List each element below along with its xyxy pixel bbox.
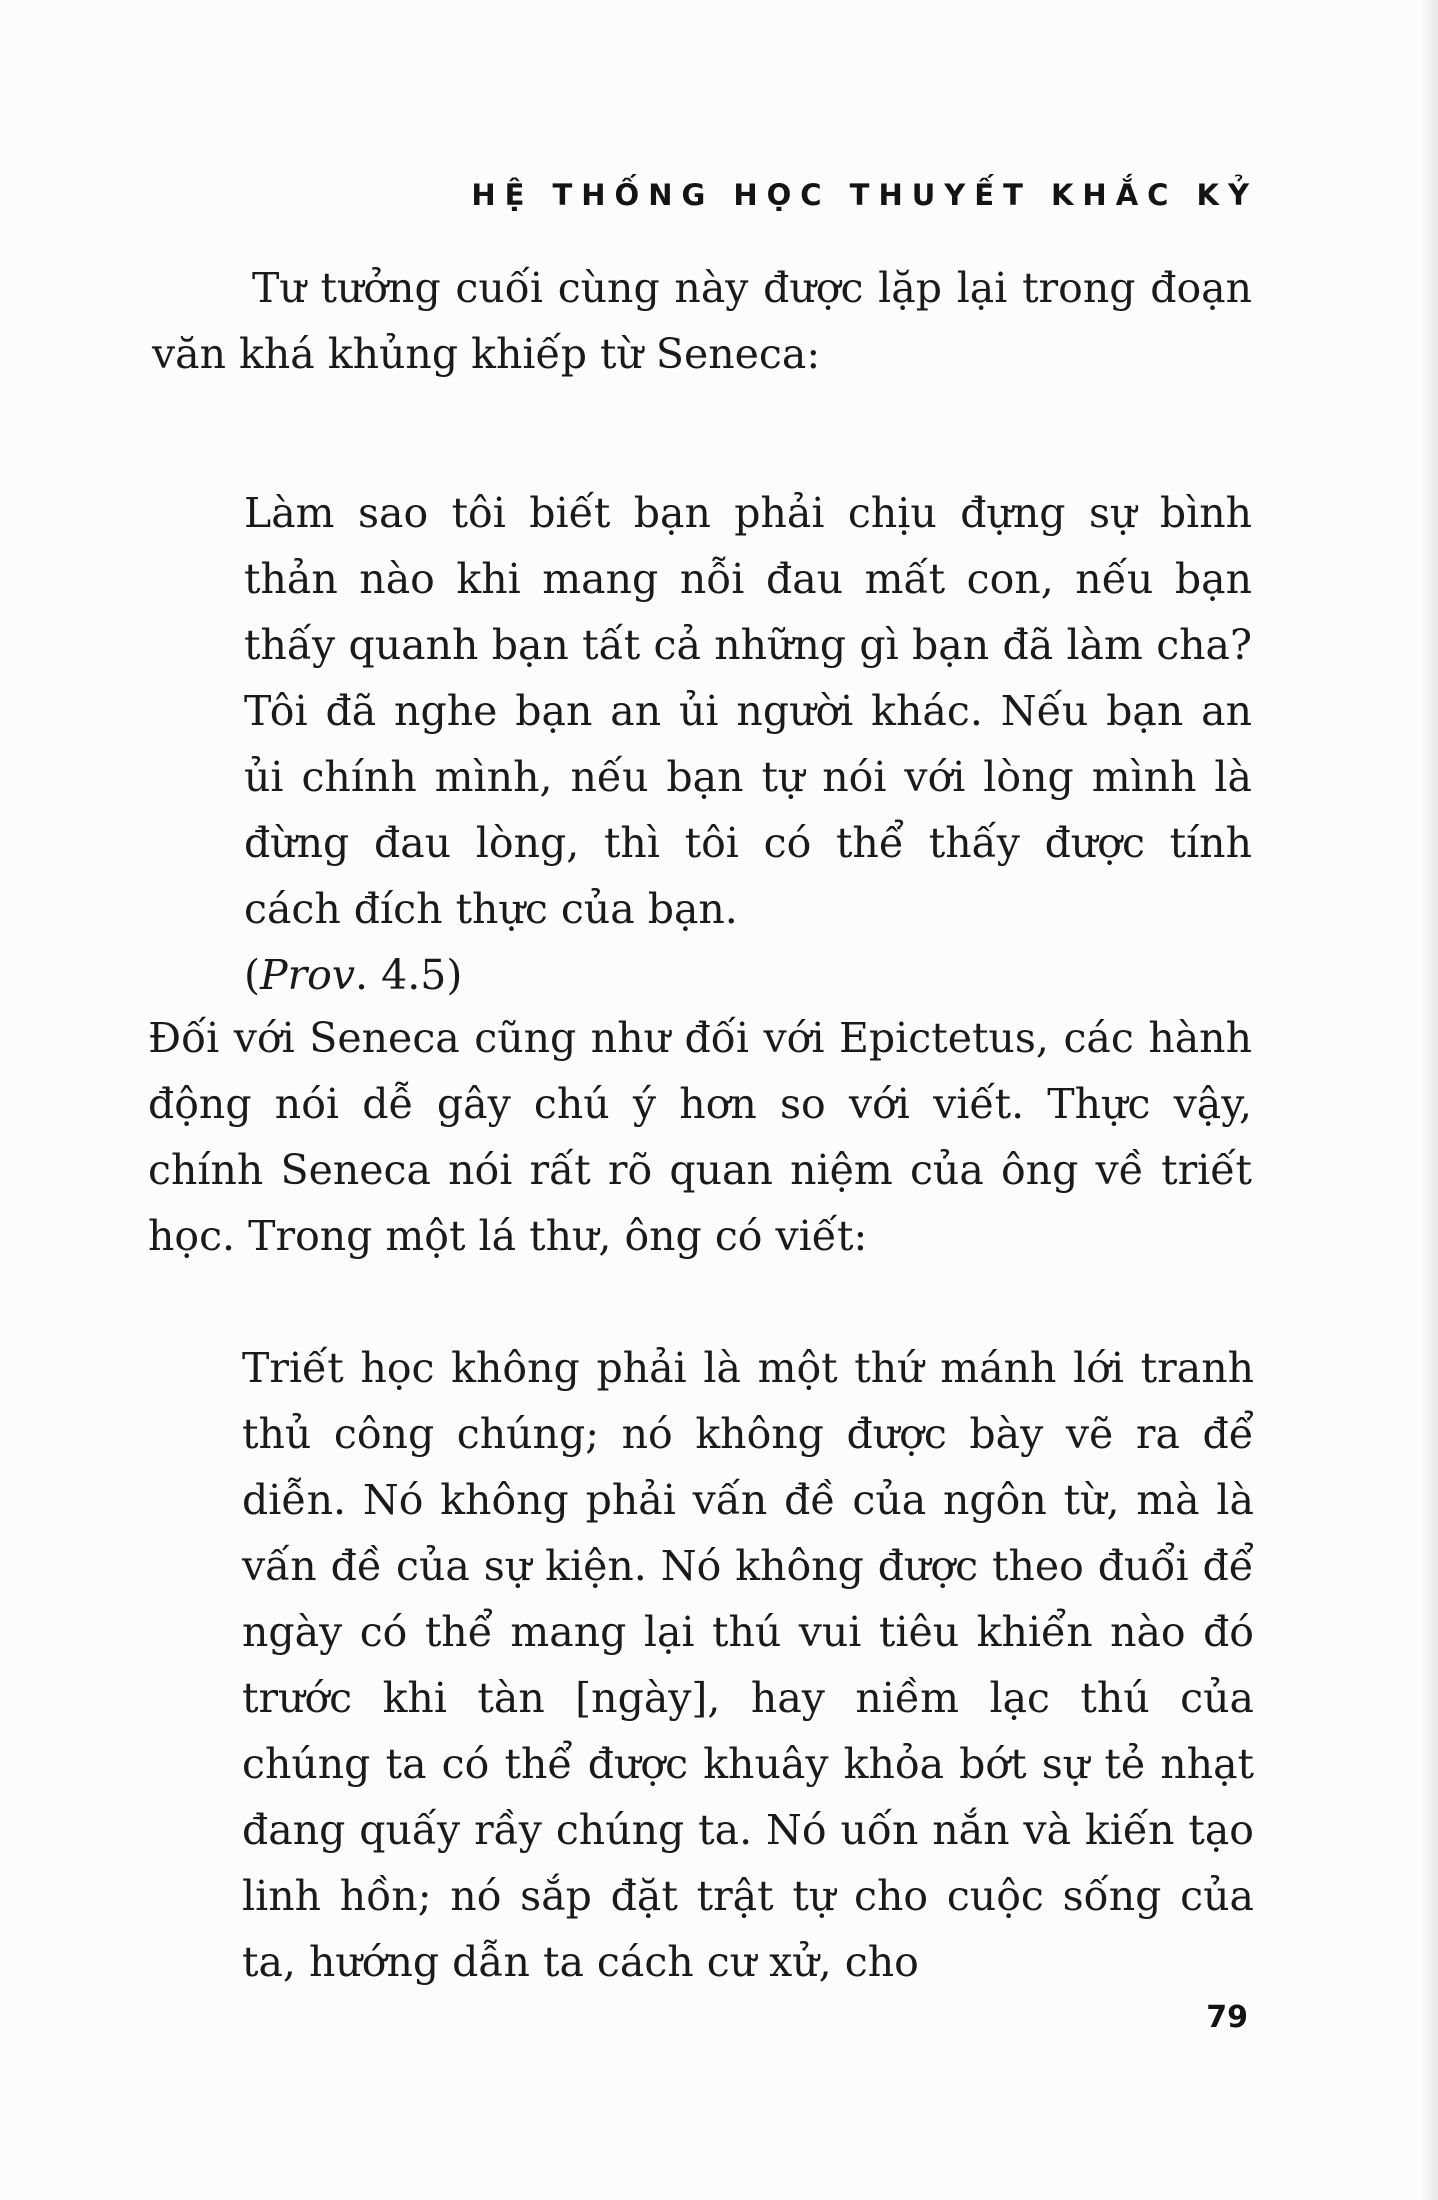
citation-open: ( — [244, 951, 260, 999]
running-header: HỆ THỐNG HỌC THUYẾT KHẮC KỶ — [471, 178, 1258, 212]
block-quote-1 — [244, 480, 1252, 1008]
body-paragraph-1: Tư tưởng cuối cùng này được lặp lại trong đoạn văn khá khủng khiếp từ Seneca: — [152, 264, 1252, 378]
citation-ref: . 4.5) — [355, 951, 463, 999]
page-edge-shadow — [1420, 0, 1438, 2200]
page-number: 79 — [1206, 2000, 1248, 2035]
citation-work: Prov — [260, 951, 356, 999]
body-paragraph-2: Đối với Seneca cũng như đối với Epictetus, các hành động nói dễ gây chú ý hơn so với viết. Thực vậy, chính Seneca nói rất rõ quan niệm của ông về triết học. Trong một lá thư, ông có viết: — [148, 1014, 1252, 1260]
block-quote-1-text: Làm sao tôi biết bạn phải chịu đựng sự bình thản nào khi mang nỗi đau mất con, nếu bạn thấy quanh bạn tất cả những gì bạn đã làm cha? Tôi đã nghe bạn an ủi người khác. Nếu bạn an ủi chính mình, nếu bạn tự nói với lòng mình là đừng đau lòng, thì tôi có thể thấy được tính cách đích thực của bạn. — [244, 489, 1252, 933]
block-quote-2: Triết học không phải là một thứ mánh lới tranh thủ công chúng; nó không được bày vẽ ra để diễn. Nó không phải vấn đề của ngôn từ, mà là vấn đề của sự kiện. Nó không được theo đuổi để ngày có thể mang lại thú vui tiêu khiển nào đó trước khi tàn [ngày], hay niềm lạc thú của chúng ta có thể được khuây khỏa bớt sự tẻ nhạt đang quấy rầy chúng ta. Nó uốn nắn và kiến tạo linh hồn; nó sắp đặt trật tự cho cuộc sống của ta, hướng dẫn ta cách cư xử, cho — [242, 1344, 1254, 1986]
